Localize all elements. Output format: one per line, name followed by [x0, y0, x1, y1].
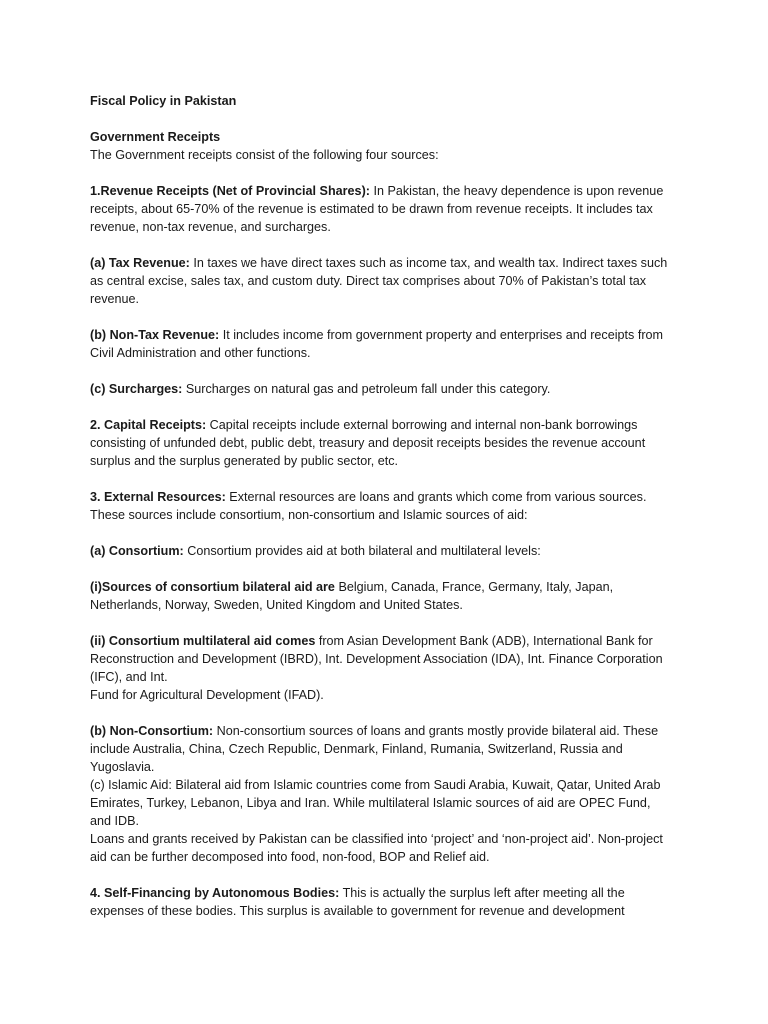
external-resources-paragraph — [90, 488, 670, 524]
consortium-bilateral-label: (i)Sources of consortium bilateral aid are — [90, 580, 335, 594]
revenue-receipts-label: 1.Revenue Receipts (Net of Provincial Shares): — [90, 184, 370, 198]
document-title: Fiscal Policy in Pakistan — [90, 94, 237, 108]
non-consortium-label: (b) Non-Consortium: — [90, 724, 214, 738]
spacer — [90, 362, 670, 380]
surcharges-label: (c) Surcharges: — [90, 382, 183, 396]
spacer — [90, 110, 670, 128]
consortium-multilateral-label: (ii) Consortium multilateral aid comes — [90, 634, 316, 648]
non-tax-revenue-paragraph — [90, 326, 670, 362]
section-heading: Government Receipts — [90, 130, 221, 144]
document-body — [90, 92, 670, 920]
non-consortium-paragraph — [90, 722, 670, 776]
tax-revenue-label: (a) Tax Revenue: — [90, 256, 190, 270]
capital-receipts-label: 2. Capital Receipts: — [90, 418, 207, 432]
surcharges-paragraph — [90, 380, 670, 398]
intro-paragraph: The Government receipts consist of the following four sources: — [90, 148, 439, 162]
islamic-aid-paragraph: (c) Islamic Aid: Bilateral aid from Islamic countries come from Saudi Arabia, Kuwait, Qatar, United Arab Emirates, Turkey, Lebanon, Libya and Iran. While multilateral Islamic sources of aid are OPEC Fund, and IDB. — [90, 778, 661, 828]
surcharges-text: Surcharges on natural gas and petroleum fall under this category. — [182, 382, 551, 396]
spacer — [90, 560, 670, 578]
spacer — [90, 164, 670, 182]
non-consortium-text: Non-consortium sources of loans and grants mostly provide bilateral aid. These include Australia, China, Czech Republic, Denmark, Finland, Rumania, Switzerland, Russia and Yugoslavia. — [90, 724, 659, 774]
revenue-receipts-paragraph — [90, 182, 670, 236]
consortium-multilateral-text: from Asian Development Bank (ADB), International Bank for Reconstruction and Development (IBRD), Int. Development Association (IDA), Int. Finance Corporation (IFC), and Int. — [90, 634, 663, 684]
non-tax-revenue-text: It includes income from government property and enterprises and receipts from Civil Administration and other functions. — [90, 328, 664, 360]
spacer — [90, 236, 670, 254]
capital-receipts-paragraph — [90, 416, 670, 470]
spacer — [90, 470, 670, 488]
spacer — [90, 398, 670, 416]
external-resources-label: 3. External Resources: — [90, 490, 226, 504]
non-tax-revenue-label: (b) Non-Tax Revenue: — [90, 328, 220, 342]
capital-receipts-text: Capital receipts include external borrowing and internal non-bank borrowings consisting of unfunded debt, public debt, treasury and deposit receipts besides the revenue account surplus and the surplus generated by public sector, etc. — [90, 418, 646, 468]
consortium-multilateral-continuation: Fund for Agricultural Development (IFAD). — [90, 688, 324, 702]
self-financing-paragraph — [90, 884, 670, 920]
spacer — [90, 866, 670, 884]
consortium-label: (a) Consortium: — [90, 544, 184, 558]
tax-revenue-text: In taxes we have direct taxes such as income tax, and wealth tax. Indirect taxes such as central excise, sales tax, and custom duty. Direct tax comprises about 70% of Pakistan’s total tax revenue. — [90, 256, 668, 306]
spacer — [90, 524, 670, 542]
self-financing-text: This is actually the surplus left after meeting all the expenses of these bodies. This surplus is available to government for revenue and development — [90, 886, 625, 918]
revenue-receipts-text: In Pakistan, the heavy dependence is upon revenue receipts, about 65-70% of the revenue is estimated to be drawn from revenue receipts. It includes tax revenue, non-tax revenue, and surcharges. — [90, 184, 664, 234]
consortium-multilateral-paragraph — [90, 632, 670, 686]
consortium-text: Consortium provides aid at both bilateral and multilateral levels: — [183, 544, 541, 558]
consortium-bilateral-paragraph — [90, 578, 670, 614]
external-resources-text: External resources are loans and grants which come from various sources. These sources include consortium, non-consortium and Islamic sources of aid: — [90, 490, 647, 522]
loans-grants-paragraph: Loans and grants received by Pakistan can be classified into ‘project’ and ‘non-project aid’. Non-project aid can be further decomposed into food, non-food, BOP and Relief aid. — [90, 832, 663, 864]
consortium-bilateral-text: Belgium, Canada, France, Germany, Italy, Japan, Netherlands, Norway, Sweden, United Kingdom and United States. — [90, 580, 614, 612]
self-financing-label: 4. Self-Financing by Autonomous Bodies: — [90, 886, 340, 900]
spacer — [90, 704, 670, 722]
spacer — [90, 308, 670, 326]
spacer — [90, 614, 670, 632]
tax-revenue-paragraph — [90, 254, 670, 308]
consortium-paragraph — [90, 542, 670, 560]
